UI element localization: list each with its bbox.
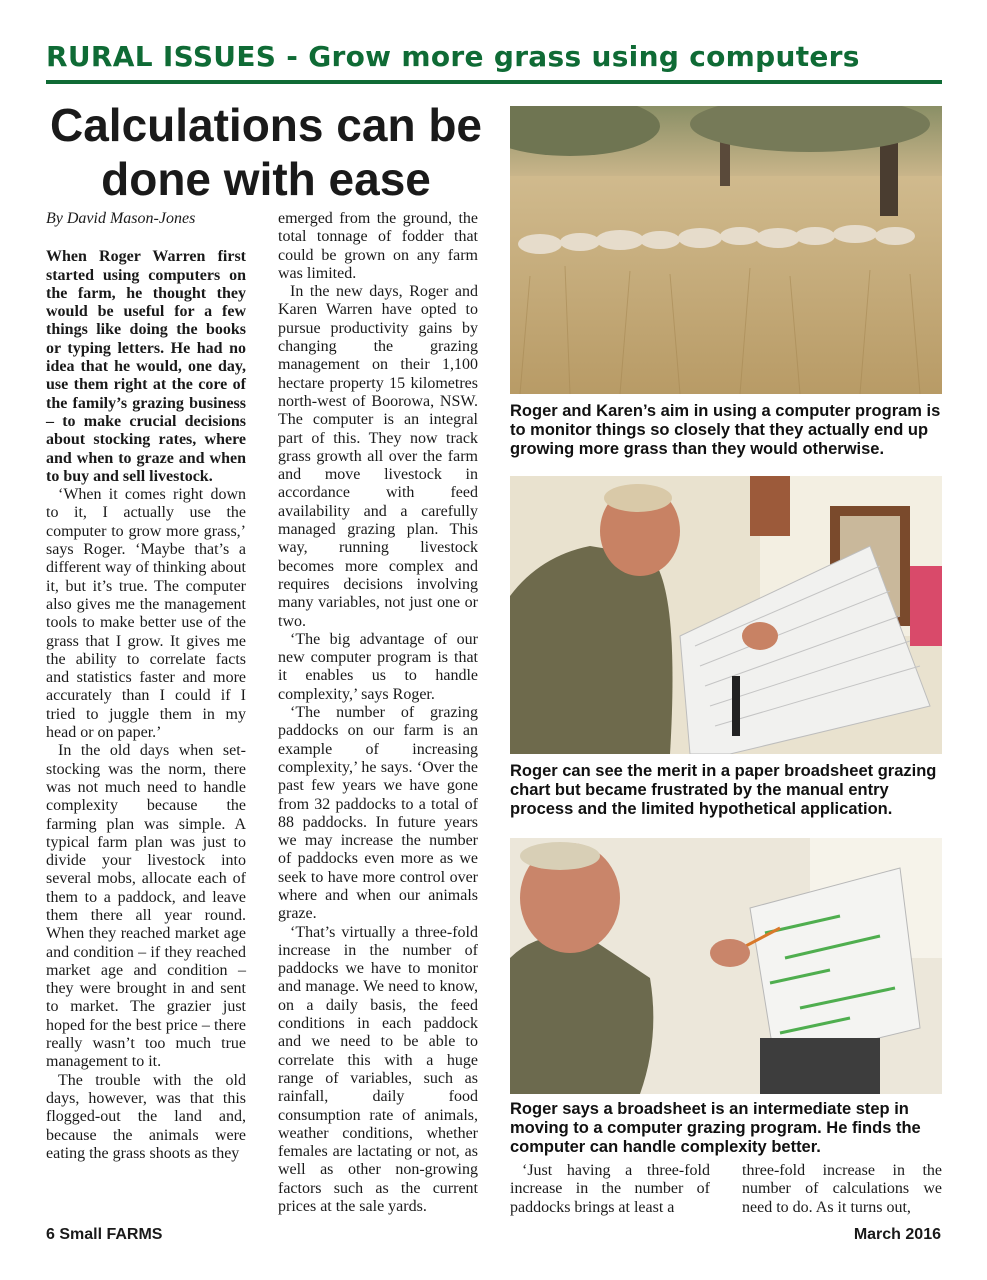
photo-sheep-pasture (510, 106, 942, 394)
section-header: RURAL ISSUES - Grow more grass using computers (46, 40, 860, 73)
body-paragraph: ‘Just having a three-fold increase in the number of paddocks brings at least a (510, 1162, 710, 1216)
body-paragraph: ‘The big advantage of our new computer program is that it enables us to handle complexity,’ says Roger. (278, 630, 478, 703)
byline: By David Mason-Jones (46, 210, 196, 227)
footer-date: March 2016 (853, 1226, 941, 1243)
article-column-3 (510, 1162, 710, 1217)
headline-line-2: done with ease (101, 153, 431, 205)
body-paragraph: ‘When it comes right down to it, I actually use the computer to grow more grass,’ says Roger. ‘Maybe that’s a different way of thinking about it, but it’s true. The computer also gives me the management tools to make better use of the grass that I grow. It gives me the ability to correlate facts and statistics faster and more accurately than I could if I tried to juggle them in my head or on paper.’ (46, 486, 246, 742)
headline-line-1: Calculations can be (49, 99, 482, 151)
footer-page-label: 6 Small FARMS (46, 1226, 163, 1243)
photo-caption: Roger says a broadsheet is an intermediate step in moving to a computer grazing program. He finds the computer can handle complexity better. (510, 1100, 921, 1156)
headline (46, 98, 486, 206)
lede-paragraph: When Roger Warren first started using computers on the farm, he thought they would be useful for a few things like doing the books or typing letters. He had no idea that he would, one day, use them right at the core of the family’s grazing business – to make crucial decisions about stocking rates, where and when to graze and when to buy and sell livestock. (46, 248, 246, 485)
body-paragraph: emerged from the ground, the total tonnage of fodder that could be grown on any farm was limited. (278, 210, 478, 282)
body-paragraph: ‘That’s virtually a three-fold increase in the number of paddocks we have to monitor and manage. We need to know, on a daily basis, the feed conditions in each paddock and we need to be able to correlate this with a huge range of variables, such as rainfall, daily food consumption rate of animals, weather conditions, whether females are lactating or not, as well as other non-growing factors such as the current prices at the sale yards. (278, 923, 478, 1216)
photo-grazing-program (510, 838, 942, 1094)
body-paragraph: three-fold increase in the number of calculations we need to do. As it turns out, (742, 1162, 942, 1216)
article-column-2 (278, 210, 478, 1216)
photo-paper-chart (510, 476, 942, 754)
body-paragraph: ‘The number of grazing paddocks on our farm is an example of increasing complexity,’ he says. ‘Over the past few years we have gone from 32 paddocks to a total of 88 paddocks. In future years we may increase the number of paddocks even more as we seek to have more control over where and when our animals graze. (278, 704, 478, 923)
article-column-4 (742, 1162, 942, 1217)
article-column-1 (46, 210, 246, 1163)
photo-caption: Roger and Karen’s aim in using a computer program is to monitor things so closely that they actually end up growing more grass than they would otherwise. (510, 402, 941, 458)
body-paragraph: In the old days when set-stocking was the norm, there was not much need to handle complexity because the farming plan was simple. A typical farm plan was just to divide your livestock into several mobs, allocate each of them to a paddock, and leave them there all year round. When they reached market age and condition – if they reached market age and condition – they were brought in and sent to market. The grazier just hoped for the best price – there really wasn’t too much true management to it. (46, 742, 246, 1071)
body-paragraph: In the new days, Roger and Karen Warren have opted to pursue productivity gains by changing the grazing management on their 1,100 hectare property 15 kilometres north-west of Boorowa, NSW. The computer is an integral part of this. They now track grass growth all over the farm and move livestock in accordance with feed availability and a carefully managed grazing plan. This way, running livestock becomes more complex and requires decisions involving many variables, not just one or two. (278, 283, 478, 630)
photo-caption: Roger can see the merit in a paper broadsheet grazing chart but became frustrated by the manual entry process and the limited hypothetical application. (510, 762, 937, 818)
header-rule (46, 80, 942, 84)
body-paragraph: The trouble with the old days, however, was that this flogged-out the land and, because the animals were eating the grass shoots as they (46, 1071, 246, 1162)
